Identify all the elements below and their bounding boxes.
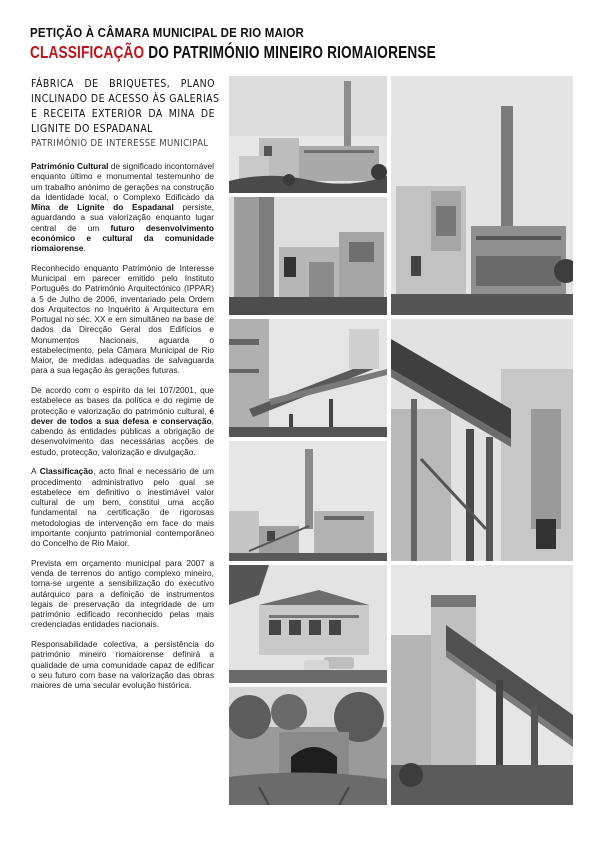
- header-heritage: DO PATRIMÓNIO MINEIRO RIOMAIORENSE: [144, 42, 436, 62]
- factory-chimney-photo: [229, 441, 387, 561]
- paragraph-2: Reconhecido enquanto Património de Interesse Municipal em parecer emitido pelo Instituto Português do Património Arquitectónico (IPPAR) a 5 de Julho de 2006, inventariado pela Ordem dos Arquitectos no Inquérito à Arquitectura em Portugal no séc. XX e em simultâneo na base de dados da Direcção Geral dos Edifícios e Monumentos Nacionais, aguarda o estabelecimento, pela Câmara Municipal de Rio Maior, de medidas adequadas de salvaguarda para a sua legação às gerações futuras.: [31, 262, 214, 376]
- paragraph-1: [31, 161, 214, 253]
- inclined-plane-structure-photo: [391, 319, 573, 561]
- title-line-2: INCLINADO DE ACESSO ÀS GALERIAS: [31, 94, 220, 105]
- p1-text-b: de significado incontornável enquanto último e monumental testemunho de um trabalho anónimo de gerações na construção da Identidade local, o Complexo Edificado da: [31, 161, 215, 202]
- inclined-plane-ramp-photo: [229, 319, 387, 437]
- p3-text-a: De acordo com o espírito da lei 107/2001, que estabelece as bases da política e do regime de protecção e valorização do património cultural,: [31, 385, 214, 416]
- paragraph-4: [31, 466, 214, 548]
- p1-bold-a: Património Cultural: [31, 161, 109, 171]
- body-text-column: [31, 161, 214, 700]
- p1-text-d: persiste, aguardando a sua valorização enquanto lugar central de um: [31, 202, 214, 233]
- p4-text-c: , acto final e necessário de um procedimento administrativo pelo qual se estabelece em definitivo o inestimável valor cultural de um bem, constitui uma acção fundamental na certificação de rigorosas metodologias de intervenção em face do mais importante conjunto patrimonial contemporâneo do Concelho de Rio Maior.: [31, 466, 214, 548]
- header-line-2: [30, 42, 451, 63]
- paragraph-6: Responsabilidade colectiva, a persistência do património mineiro riomaiorense definirá a qualidade de uma comunidade capaz de edificar o seu futuro com base na valorização das obras maiores de uma secular evolução histórica.: [31, 639, 214, 690]
- chimney-complex-wide-photo: [229, 76, 387, 193]
- title-block: [31, 77, 220, 149]
- paragraph-5: Prevista em orçamento municipal para 2007 a venda de terrenos do antigo complexo mineiro, torna-se urgente a sensibilização do executivo autárquico para a definição de instrumentos legais de preservação da integridade de um património edificado reconhecido pelas mais credenciadas entidades nacionais.: [31, 557, 214, 630]
- p1-text-f: .: [83, 243, 86, 253]
- conveyor-tower-photo: [391, 565, 573, 805]
- p4-bold-b: Classificação: [39, 466, 94, 477]
- paragraph-3: [31, 385, 214, 457]
- chimney-tower-building-photo: [391, 76, 573, 315]
- p1-bold-c: Mina de Lignite do Espadanal: [31, 202, 174, 212]
- p3-text-c: , cabendo às entidades públicas a obrigação de desenvolvimento das necessárias acções de estudo, protecção, valorização e divulgação.: [31, 415, 214, 457]
- title-line-1: FÁBRICA DE BRIQUETES, PLANO: [31, 79, 215, 90]
- header-classification: CLASSIFICAÇÃO: [30, 42, 145, 62]
- header-line-1: PETIÇÃO À CÂMARA MUNICIPAL DE RIO MAIOR: [30, 26, 305, 40]
- title-line-3: E RECEITA EXTERIOR DA MINA DE: [31, 109, 215, 120]
- tunnel-entrance-photo: [229, 687, 387, 805]
- tower-ruin-photo: [229, 197, 387, 315]
- p1-bold-e: futuro desenvolvimento económico e cultural da comunidade riomaiorense: [31, 222, 214, 253]
- p3-bold-b: é dever de todos a sua defesa e conservação: [31, 405, 214, 426]
- p4-text-a: A: [31, 466, 40, 477]
- page-header: [30, 26, 570, 63]
- title-line-4: LIGNITE DO ESPADANAL: [31, 124, 153, 135]
- building-with-cars-photo: [229, 565, 387, 683]
- title-subtitle: PATRIMÓNIO DE INTERESSE MUNICIPAL: [31, 138, 209, 149]
